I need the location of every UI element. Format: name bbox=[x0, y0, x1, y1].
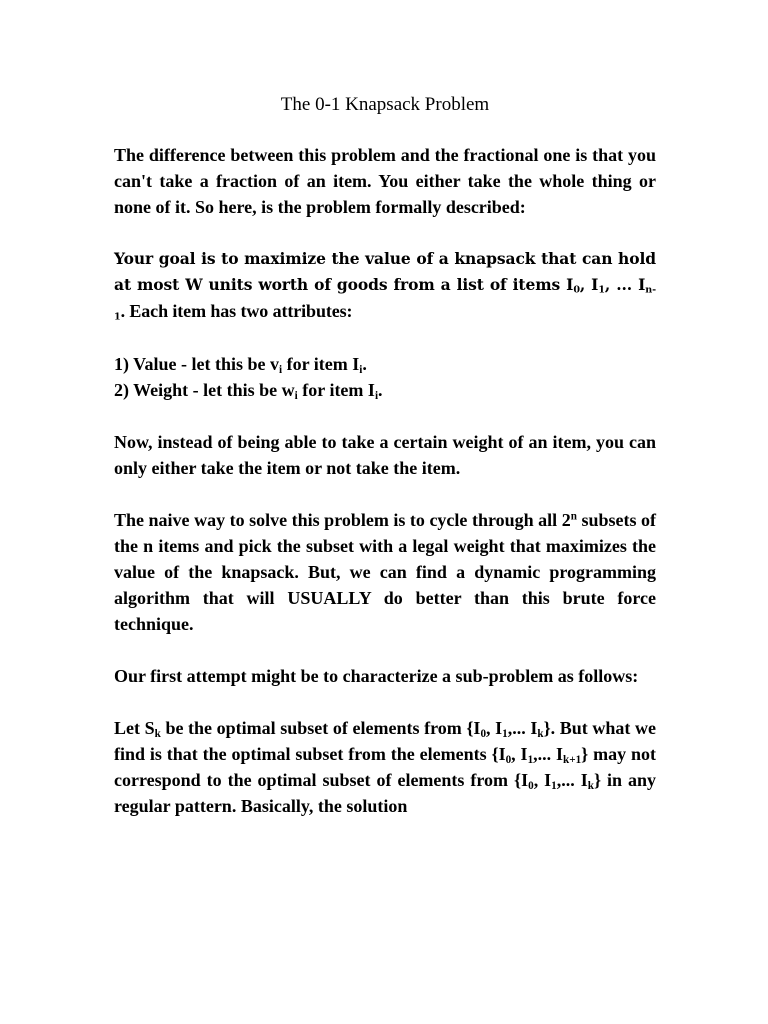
intro-paragraph: The difference between this problem and the fractional one is that you can't take a fraction of an item. You either take the whole thing or none of it. So here, is the problem formally described: bbox=[114, 145, 656, 217]
naive-approach-paragraph bbox=[114, 507, 656, 637]
paragraph-text: ,... I bbox=[507, 718, 538, 738]
subscript: 1 bbox=[598, 284, 605, 296]
subscript: n-1 bbox=[114, 284, 657, 323]
superscript: n bbox=[570, 510, 577, 523]
paragraph-text: ,... I bbox=[556, 770, 588, 790]
paragraph-text: }. But what we find is that the optimal subset from the elements {I bbox=[114, 718, 656, 764]
subscript: k bbox=[154, 727, 161, 740]
paragraph-text: Let S bbox=[114, 718, 155, 738]
goal-text: , I bbox=[579, 275, 599, 294]
paragraph-text: , I bbox=[486, 718, 503, 738]
paragraph-text: , I bbox=[533, 770, 552, 790]
list-item bbox=[114, 351, 656, 377]
page-title: The 0-1 Knapsack Problem bbox=[280, 94, 490, 115]
list-item-text: for item I bbox=[297, 380, 375, 400]
goal-paragraph bbox=[114, 246, 656, 325]
list-item-text: 1) Value - let this be v bbox=[114, 354, 280, 374]
goal-text: . Each item has two attributes: bbox=[120, 301, 353, 321]
subscript: 1 bbox=[551, 779, 557, 792]
subscript: i bbox=[359, 363, 363, 376]
document-page bbox=[114, 92, 656, 845]
subscript: 0 bbox=[480, 727, 487, 740]
goal-text: , ... I bbox=[604, 275, 646, 294]
subscript: 0 bbox=[505, 753, 512, 766]
subscript: 0 bbox=[528, 779, 534, 792]
subscript: i bbox=[279, 363, 283, 376]
list-item-text: for item I bbox=[282, 354, 360, 374]
subproblem-paragraph bbox=[114, 715, 656, 819]
subscript: i bbox=[374, 389, 379, 402]
list-item-text: . bbox=[362, 354, 367, 374]
paragraph-text: } may not correspond to the optimal subset of elements from {I bbox=[114, 744, 657, 790]
paragraph-text: , I bbox=[511, 744, 528, 764]
subscript: 1 bbox=[527, 753, 534, 766]
subscript: k bbox=[587, 779, 594, 792]
attribute-list bbox=[114, 351, 656, 403]
paragraph-text: be the optimal subset of elements from {I bbox=[160, 718, 481, 738]
subscript: 1 bbox=[502, 727, 508, 740]
subscript: i bbox=[294, 389, 298, 402]
subscript: k+1 bbox=[563, 753, 582, 766]
goal-text: Your goal is to maximize the value of a knapsack that can hold at most W units worth of goods from a list of items I bbox=[114, 249, 656, 294]
paragraph-text: subsets of the n items and pick the subset with a legal weight that maximizes the value of the knapsack. But, we can find a dynamic programming algorithm that will USUALLY do better than this brute force technique. bbox=[114, 510, 656, 634]
list-item-text: 2) Weight - let this be w bbox=[114, 380, 295, 400]
paragraph-text: ,... I bbox=[533, 744, 564, 764]
subscript: 0 bbox=[573, 284, 580, 296]
subscript: k bbox=[537, 727, 544, 740]
paragraph-text: } in any regular pattern. Basically, the solution bbox=[114, 770, 656, 816]
first-attempt-paragraph: Our first attempt might be to characterize a sub-problem as follows: bbox=[114, 666, 639, 686]
take-or-not-paragraph: Now, instead of being able to take a certain weight of an item, you can only either take the item or not take the item. bbox=[114, 432, 656, 478]
list-item-text: . bbox=[378, 380, 383, 400]
list-item bbox=[114, 377, 656, 403]
paragraph-text: The naive way to solve this problem is to cycle through all 2 bbox=[114, 510, 571, 530]
